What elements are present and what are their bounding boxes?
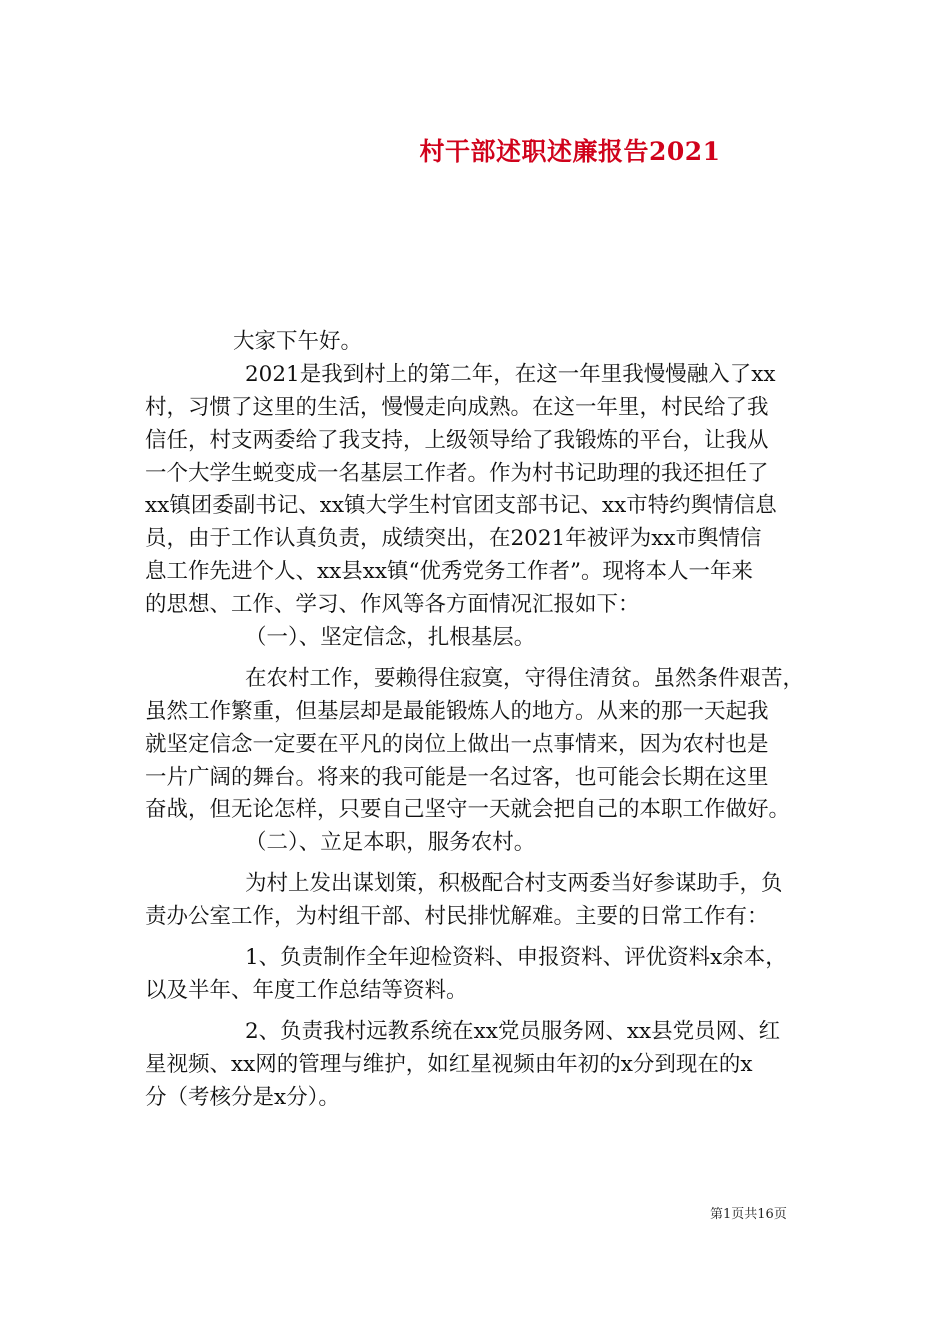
text-line: 1、负责制作全年迎检资料、申报资料、评优资料x余本， — [245, 945, 787, 971]
paragraph-gap — [145, 655, 825, 663]
text-line: xx镇团委副书记、xx镇大学生村官团支部书记、xx市特约舆情信息 — [145, 493, 777, 519]
text-line: 虽然工作繁重，但基层却是最能锻炼人的地方。从来的那一天起我 — [145, 698, 769, 724]
text-line: 员，由于工作认真负责，成绩突出，在2021年被评为xx市舆情信 — [145, 526, 762, 552]
document-body — [145, 326, 825, 1114]
text-line: 的思想、工作、学习、作风等各方面情况汇报如下： — [145, 592, 640, 618]
page-footer: 第1页共16页 — [710, 1207, 787, 1222]
document-title: 村干部述职述廉报告2021 — [419, 137, 721, 166]
text-line: 村，习惯了这里的生活，慢慢走向成熟。在这一年里，村民给了我 — [145, 394, 769, 420]
text-line: 为村上发出谋划策，积极配合村支两委当好参谋助手，负 — [245, 871, 783, 897]
text-line: 奋战，但无论怎样，只要自己坚守一天就会把自己的本职工作做好。 — [145, 797, 791, 823]
text-line: 2021是我到村上的第二年，在这一年里我慢慢融入了xx — [245, 361, 776, 387]
text-line: 在农村工作，要赖得住寂寞，守得住清贫。虽然条件艰苦， — [245, 665, 805, 691]
text-line: 一个大学生蜕变成一名基层工作者。作为村书记助理的我还担任了 — [145, 460, 769, 486]
text-line: （二）、立足本职，服务农村。 — [245, 830, 536, 856]
paragraph-gap — [145, 1008, 825, 1016]
text-line: （一）、坚定信念，扎根基层。 — [245, 625, 536, 651]
text-line: 2、负责我村远教系统在xx党员服务网、xx县党员网、红 — [245, 1018, 781, 1044]
text-line: 以及半年、年度工作总结等资料。 — [145, 977, 468, 1003]
text-line: 分（考核分是x分）。 — [145, 1084, 340, 1110]
text-line: 信任，村支两委给了我支持，上级领导给了我锻炼的平台，让我从 — [145, 427, 769, 453]
text-line: 就坚定信念一定要在平凡的岗位上做出一点事情来，因为农村也是 — [145, 731, 769, 757]
text-line: 一片广阔的舞台。将来的我可能是一名过客，也可能会长期在这里 — [145, 764, 769, 790]
paragraph-gap — [145, 860, 825, 868]
paragraph-gap — [145, 934, 825, 942]
text-line: 大家下午好。 — [233, 329, 363, 354]
text-line: 息工作先进个人、xx县xx镇“优秀党务工作者”。现将本人一年来 — [145, 559, 753, 585]
text-line: 星视频、xx网的管理与维护，如红星视频由年初的x分到现在的x — [145, 1051, 753, 1077]
text-line: 责办公室工作，为村组干部、村民排忧解难。主要的日常工作有： — [145, 904, 769, 930]
